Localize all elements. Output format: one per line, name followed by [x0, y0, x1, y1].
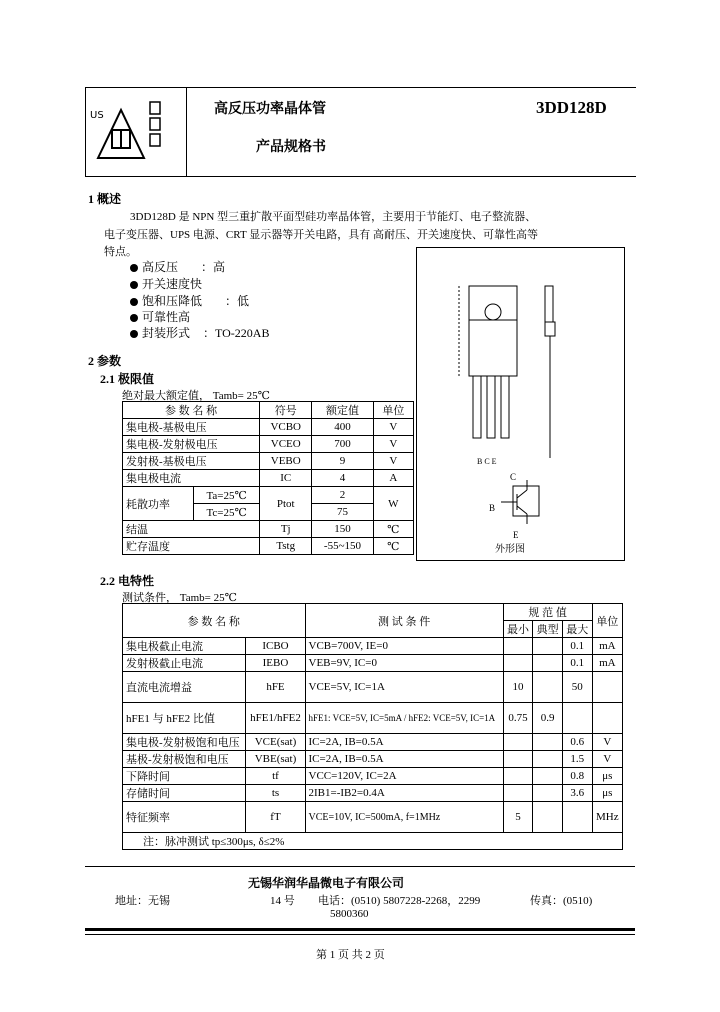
- table-row: 发射极-基极电压 VEBO 9 V: [123, 453, 414, 470]
- table-row: Tc=25℃ 75: [123, 504, 414, 521]
- bullet-icon: [130, 298, 138, 306]
- package-figure: [416, 247, 625, 561]
- doc-title: 高反压功率晶体管: [214, 102, 326, 117]
- limits-condition: 绝对最大额定值， Tamb= 25℃: [122, 390, 270, 402]
- part-number: 3DD128D: [536, 98, 607, 117]
- circuit-label-e: E: [513, 530, 519, 540]
- section1-heading: 1 概述: [88, 192, 122, 206]
- elec-condition: 测试条件， Tamb= 25℃: [122, 592, 237, 604]
- table-row: 耗散功率 Ta=25℃ Ptot 2 W: [123, 487, 414, 504]
- company-logo: [86, 88, 187, 176]
- doc-subtitle: 产品规格书: [256, 140, 326, 155]
- page-number: 第 1 页 共 2 页: [316, 949, 385, 961]
- table-header-row: 参 数 名 称 测 试 条 件 规 范 值 单位: [123, 604, 623, 621]
- footer-fax: 传真：(0510): [530, 895, 593, 907]
- table-row: 下降时间 tf VCC=120V, IC=2A 0.8 μs: [123, 768, 623, 785]
- feature-item: 高反压 ：高: [130, 258, 225, 275]
- bullet-icon: [130, 330, 138, 338]
- footer-address: 地址：无锡: [115, 895, 170, 907]
- table-row: 特征频率 fT VCE=10V, IC=500mA, f=1MHz 5 MHz: [123, 802, 623, 833]
- limits-table: [122, 401, 414, 555]
- feature-item: 封装形式 ：TO-220AB: [130, 324, 269, 341]
- table-footnote-row: 注：脉冲测试 tp≤300μs, δ≤2%: [123, 833, 623, 850]
- feature-item: 饱和压降低 ：低: [130, 292, 249, 309]
- section2-heading: 2 参数: [88, 354, 122, 368]
- footer-tel: 电话：(0510) 5807228-2268，2299: [318, 895, 481, 907]
- circuit-label-b: B: [489, 503, 496, 513]
- table-row: 结温 Tj 150 ℃: [123, 521, 414, 538]
- electrical-table: [122, 603, 623, 850]
- footer-rule: [85, 928, 635, 931]
- section1-line1: 3DD128D 是 NPN 型三重扩散平面型硅功率晶体管，主要用于节能灯、电子整流器、: [130, 211, 537, 223]
- circuit-label-c: C: [510, 472, 517, 482]
- section2-2-heading: 2.2 电特性: [100, 574, 155, 588]
- feature-item: 可靠性高: [130, 308, 190, 325]
- table-header-row: 参 数 名 称 符号 额定值 单位: [123, 402, 414, 419]
- section2-1-heading: 2.1 极限值: [100, 372, 155, 386]
- table-row: 发射极截止电流 IEBO VEB=9V, IC=0 0.1 mA: [123, 655, 623, 672]
- table-row: 集电极-发射极饱和电压 VCE(sat) IC=2A, IB=0.5A 0.6 V: [123, 734, 623, 751]
- header-box: [85, 87, 636, 177]
- section1-line3: 特点。: [104, 246, 137, 258]
- table-row: 集电极电流 IC 4 A: [123, 470, 414, 487]
- table-row: 集电极截止电流 ICBO VCB=700V, IE=0 0.1 mA: [123, 638, 623, 655]
- table-row: 集电极-发射极电压 VCEO 700 V: [123, 436, 414, 453]
- table-row: hFE1 与 hFE2 比值 hFE1/hFE2 hFE1: VCE=5V, IC=5mA / hFE2: VCE=5V, IC=1A 0.75 0.9: [123, 703, 623, 734]
- footer-rule-thin: [85, 934, 635, 935]
- footer-divider: [85, 866, 635, 867]
- bullet-icon: [130, 264, 138, 272]
- section1-line2: 电子变压器、UPS 电源、CRT 显示器等开关电路，具有 高耐压、开关速度快、可靠性高等: [104, 229, 538, 241]
- svg-text:US: US: [90, 110, 104, 121]
- table-row: 直流电流增益 hFE VCE=5V, IC=1A 10 50: [123, 672, 623, 703]
- feature-item: 开关速度快: [130, 275, 202, 292]
- table-row: 存储时间 ts 2IB1=-IB2=0.4A 3.6 μs: [123, 785, 623, 802]
- table-row: 贮存温度 Tstg -55~150 ℃: [123, 538, 414, 555]
- figure-caption: 外形图: [495, 544, 525, 555]
- table-row: 集电极-基极电压 VCBO 400 V: [123, 419, 414, 436]
- footer-fax-number: 5800360: [330, 908, 369, 920]
- pin-labels: B C E: [477, 457, 497, 466]
- bullet-icon: [130, 281, 138, 289]
- table-row: 基极-发射极饱和电压 VBE(sat) IC=2A, IB=0.5A 1.5 V: [123, 751, 623, 768]
- bullet-icon: [130, 314, 138, 322]
- table-header-row: 最小 典型 最大: [123, 621, 623, 638]
- footer-company: 无锡华润华晶微电子有限公司: [248, 876, 405, 890]
- footer-address-suffix: 14 号: [270, 895, 295, 907]
